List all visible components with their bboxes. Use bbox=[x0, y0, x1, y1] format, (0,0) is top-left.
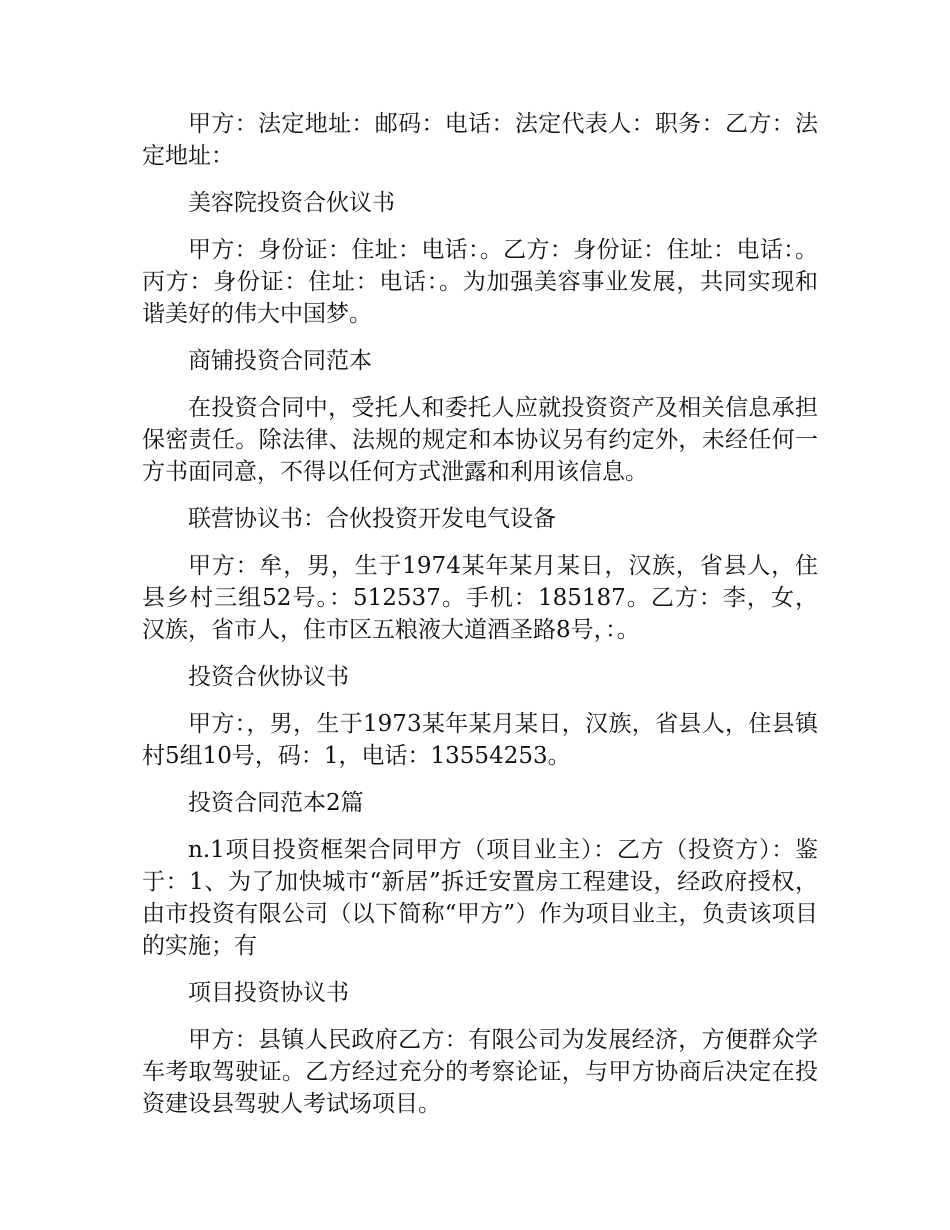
document-body bbox=[142, 108, 818, 1135]
heading-investment-partnership: 投资合伙协议书 bbox=[188, 664, 349, 690]
heading-investment-contract-samples: 投资合同范本2篇 bbox=[188, 790, 364, 816]
paragraph-investment-partnership-party: 甲方：，男，生于1973某年某月某日，汉族，省县人，住县镇村5组10号，码：1，电话：13554253。 bbox=[142, 711, 818, 769]
paragraph-party-address: 甲方：法定地址：邮码：电话：法定代表人：职务：乙方：法定地址： bbox=[142, 111, 818, 169]
paragraph-framework-contract: n.1项目投资框架合同甲方（项目业主）：乙方（投资方）：鉴于：1、为了加快城市“新居”拆迁安置房工程建设，经政府授权，由市投资有限公司（以下简称“甲方”）作为项目业主，负责该项目的实施；有 bbox=[142, 837, 818, 959]
heading-shop-investment-contract: 商铺投资合同范本 bbox=[188, 348, 372, 374]
heading-beauty-salon-partnership: 美容院投资合伙议书 bbox=[188, 190, 395, 216]
paragraph-beauty-salon-parties: 甲方：身份证：住址：电话：。乙方：身份证：住址：电话：。丙方：身份证：住址：电话：。为加强美容事业发展，共同实现和谐美好的伟大中国梦。 bbox=[142, 237, 818, 327]
paragraph-driving-test-project: 甲方：县镇人民政府乙方：有限公司为发展经济，方便群众学车考取驾驶证。乙方经过充分的考察论证，与甲方协商后决定在投资建设县驾驶人考试场项目。 bbox=[142, 1027, 818, 1117]
heading-joint-venture-electrical: 联营协议书：合伙投资开发电气设备 bbox=[188, 506, 556, 532]
heading-project-investment-agreement: 项目投资协议书 bbox=[188, 980, 349, 1006]
paragraph-joint-venture-parties: 甲方：牟，男，生于1974某年某月某日，汉族，省县人，住县乡村三组52号。：512537。手机：185187。乙方：李，女，汉族，省市人，住市区五粮液大道酒圣路8号，：。 bbox=[142, 553, 818, 643]
paragraph-confidentiality: 在投资合同中，受托人和委托人应就投资资产及相关信息承担保密责任。除法律、法规的规定和本协议另有约定外，未经任何一方书面同意，不得以任何方式泄露和利用该信息。 bbox=[142, 395, 818, 485]
